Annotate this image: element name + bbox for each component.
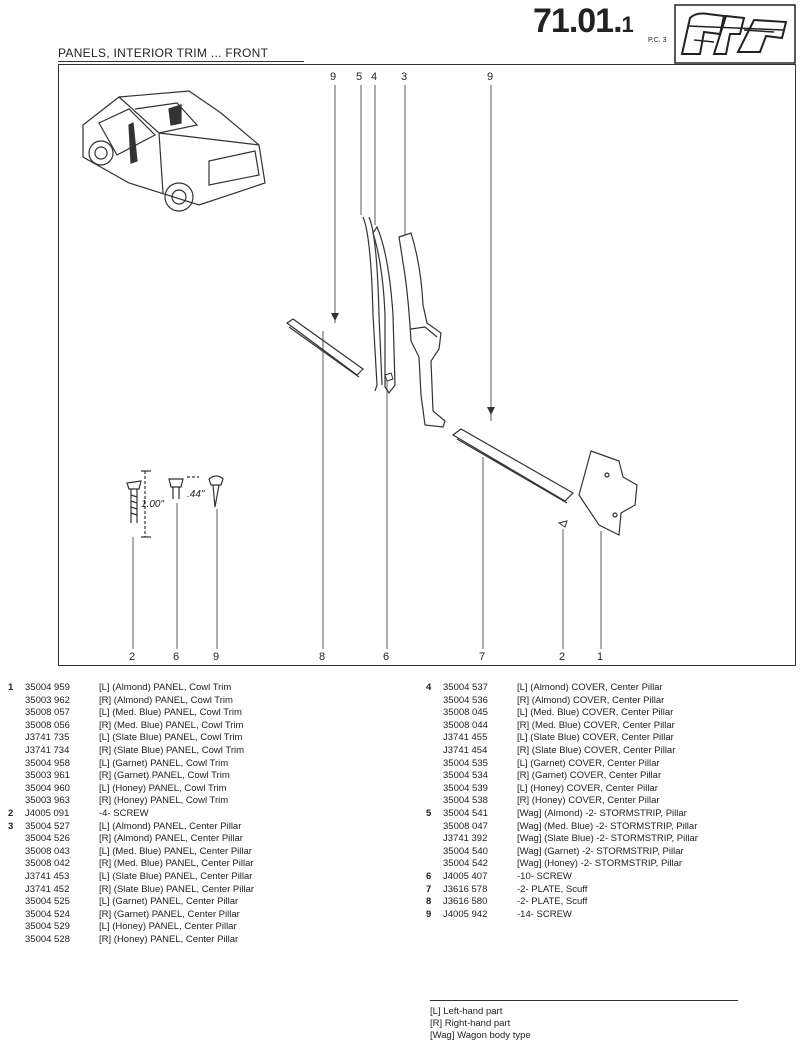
- part-number: 35004 534: [443, 770, 488, 782]
- part-description: [R] (Garnet) COVER, Center Pillar: [517, 770, 662, 782]
- callout-4: 4: [371, 71, 378, 83]
- ref-number: 7: [426, 883, 432, 895]
- part-description: [L] (Garnet) PANEL, Cowl Trim: [99, 757, 229, 769]
- legend: [430, 1006, 531, 1042]
- parts-list-left: [8, 682, 308, 946]
- part-number: 35008 042: [25, 858, 70, 870]
- list-item: [426, 720, 786, 733]
- list-item: [8, 682, 308, 695]
- list-item: [426, 795, 786, 808]
- part-description: [R] (Honey) COVER, Center Pillar: [517, 795, 660, 807]
- part-number: J3741 453: [25, 870, 70, 882]
- part-number: 35004 526: [25, 833, 70, 845]
- list-item: [426, 758, 786, 771]
- title-rule: [58, 61, 304, 62]
- part-number: 35003 963: [25, 795, 70, 807]
- part-number: 35008 047: [443, 820, 488, 832]
- list-item: [426, 808, 786, 821]
- list-item: [8, 921, 308, 934]
- part-description: [L] (Slate Blue) PANEL, Center Pillar: [99, 870, 253, 882]
- part-description: [L] (Almond) PANEL, Center Pillar: [99, 820, 242, 832]
- part-description: [L] (Med. Blue) PANEL, Cowl Trim: [99, 707, 242, 719]
- part-description: -10- SCREW: [517, 870, 572, 882]
- list-item: [8, 909, 308, 922]
- part-description: [Wag] (Almond) -2- STORMSTRIP, Pillar: [517, 807, 687, 819]
- callout-2-left: 2: [129, 651, 136, 663]
- part-number: 35008 057: [25, 707, 70, 719]
- ref-number: 6: [426, 870, 432, 882]
- cowl-trim-panel-1: [579, 451, 637, 535]
- part-description: [R] (Almond) PANEL, Center Pillar: [99, 833, 243, 845]
- part-number: J3616 580: [443, 896, 488, 908]
- part-description: [Wag] (Med. Blue) -2- STORMSTRIP, Pillar: [517, 820, 698, 832]
- part-number: J3741 455: [443, 732, 488, 744]
- part-description: [L] (Slate Blue) COVER, Center Pillar: [517, 732, 674, 744]
- list-item: [426, 896, 786, 909]
- list-item: [426, 846, 786, 859]
- pc-note: P.C. 3: [648, 37, 667, 44]
- list-item: [426, 732, 786, 745]
- dimension-short-label: .44": [187, 489, 205, 500]
- part-number: J3616 578: [443, 883, 488, 895]
- part-number: 35004 537: [443, 682, 488, 693]
- part-number: J4005 407: [443, 870, 488, 882]
- part-description: [R] (Honey) PANEL, Cowl Trim: [99, 795, 229, 807]
- part-number: 35004 542: [443, 858, 488, 870]
- part-description: [R] (Almond) COVER, Center Pillar: [517, 694, 665, 706]
- car-illustration-icon: [83, 91, 265, 211]
- part-number: J4005 091: [25, 807, 70, 819]
- list-item: [8, 707, 308, 720]
- part-number: 35008 045: [443, 707, 488, 719]
- ref-number: 3: [8, 820, 14, 832]
- panel-center-pillar-3: [399, 233, 445, 427]
- part-number: 35003 961: [25, 770, 70, 782]
- part-description: [L] (Honey) PANEL, Cowl Trim: [99, 782, 227, 794]
- part-number: J3741 734: [25, 744, 70, 756]
- callout-3: 3: [401, 71, 408, 83]
- body-section-logo-icon: [674, 4, 796, 64]
- list-item: [8, 720, 308, 733]
- legend-item-right: [R] Right-hand part: [430, 1018, 511, 1029]
- ref-number: 8: [426, 896, 432, 908]
- page-number: [533, 2, 633, 41]
- scuff-plate-7: [453, 429, 573, 503]
- part-description: [Wag] (Slate Blue) -2- STORMSTRIP, Pillar: [517, 833, 698, 845]
- list-item: [8, 833, 308, 846]
- list-item: [8, 821, 308, 834]
- list-item: [8, 846, 308, 859]
- callout-8: 8: [319, 651, 326, 663]
- list-item: [426, 695, 786, 708]
- part-description: -14- SCREW: [517, 908, 572, 920]
- part-number: 35004 536: [443, 694, 488, 706]
- part-description: [L] (Honey) COVER, Center Pillar: [517, 782, 658, 794]
- part-description: [R] (Slate Blue) PANEL, Cowl Trim: [99, 744, 245, 756]
- callout-6-left: 6: [173, 651, 180, 663]
- part-number: 35004 535: [443, 757, 488, 769]
- part-description: [R] (Garnet) PANEL, Cowl Trim: [99, 770, 230, 782]
- list-item: [8, 795, 308, 808]
- part-number: 35004 529: [25, 921, 70, 933]
- list-item: [426, 833, 786, 846]
- part-number: J3741 735: [25, 732, 70, 744]
- page-number-main: 71.01.: [533, 2, 622, 40]
- legend-item-left: [L] Left-hand part: [430, 1006, 503, 1017]
- ref-number: 1: [8, 682, 14, 693]
- part-number: 35004 541: [443, 807, 488, 819]
- callout-9-top-right: 9: [487, 71, 494, 83]
- part-description: [L] (Med. Blue) PANEL, Center Pillar: [99, 845, 252, 857]
- part-number: 35004 960: [25, 782, 70, 794]
- ref-number: 4: [426, 682, 432, 693]
- part-description: -2- PLATE, Scuff: [517, 883, 588, 895]
- list-item: [8, 884, 308, 897]
- list-item: [8, 871, 308, 884]
- list-item: [426, 871, 786, 884]
- part-number: 35008 044: [443, 719, 488, 731]
- parts-list-right: [426, 682, 786, 921]
- callout-5: 5: [356, 71, 363, 83]
- list-item: [426, 745, 786, 758]
- part-number: 35008 056: [25, 719, 70, 731]
- leader-lines: [133, 85, 601, 649]
- part-description: [L] (Slate Blue) PANEL, Cowl Trim: [99, 732, 243, 744]
- part-description: [Wag] (Honey) -2- STORMSTRIP, Pillar: [517, 858, 683, 870]
- part-number: 35004 959: [25, 682, 70, 693]
- part-description: [R] (Med. Blue) PANEL, Center Pillar: [99, 858, 254, 870]
- list-item: [8, 770, 308, 783]
- part-number: 35004 525: [25, 896, 70, 908]
- part-description: [L] (Garnet) COVER, Center Pillar: [517, 757, 660, 769]
- ref-number: 5: [426, 807, 432, 819]
- part-description: [R] (Honey) PANEL, Center Pillar: [99, 933, 239, 945]
- part-description: [R] (Med. Blue) PANEL, Cowl Trim: [99, 719, 244, 731]
- callout-9-top: 9: [330, 71, 337, 83]
- page-number-sub: 1: [621, 12, 633, 37]
- callout-7: 7: [479, 651, 486, 663]
- part-description: [Wag] (Garnet) -2- STORMSTRIP, Pillar: [517, 845, 684, 857]
- page-title: PANELS, INTERIOR TRIM ... FRONT: [58, 46, 269, 60]
- part-description: [L] (Garnet) PANEL, Center Pillar: [99, 896, 239, 908]
- part-description: -4- SCREW: [99, 807, 149, 819]
- ref-number: 9: [426, 908, 432, 920]
- list-item: [8, 758, 308, 771]
- part-number: J3741 392: [443, 833, 488, 845]
- list-item: [426, 707, 786, 720]
- list-item: [8, 896, 308, 909]
- part-number: 35004 524: [25, 908, 70, 920]
- stormstrip-5: [363, 217, 382, 391]
- list-item: [426, 770, 786, 783]
- part-number: 35004 527: [25, 820, 70, 832]
- callout-9-bottom: 9: [213, 651, 220, 663]
- callout-2-right: 2: [559, 651, 566, 663]
- part-number: J3741 454: [443, 744, 488, 756]
- part-number: 35003 962: [25, 694, 70, 706]
- list-item: [426, 909, 786, 922]
- part-description: [R] (Almond) PANEL, Cowl Trim: [99, 694, 233, 706]
- callout-6-right: 6: [383, 651, 390, 663]
- part-number: 35004 958: [25, 757, 70, 769]
- list-item: [8, 745, 308, 758]
- part-description: -2- PLATE, Scuff: [517, 896, 588, 908]
- list-item: [426, 858, 786, 871]
- part-number: 35004 528: [25, 933, 70, 945]
- list-item: [8, 695, 308, 708]
- dimension-long-label: 1.00": [141, 499, 165, 510]
- part-description: [R] (Slate Blue) COVER, Center Pillar: [517, 744, 676, 756]
- part-number: 35008 043: [25, 845, 70, 857]
- list-item: [426, 682, 786, 695]
- list-item: [8, 808, 308, 821]
- scuff-plate-8: [287, 319, 363, 377]
- part-description: [L] (Honey) PANEL, Center Pillar: [99, 921, 237, 933]
- part-description: [L] (Almond) PANEL, Cowl Trim: [99, 682, 232, 693]
- list-item: [426, 821, 786, 834]
- part-number: J3741 452: [25, 883, 70, 895]
- callout-1: 1: [597, 651, 604, 663]
- part-description: [R] (Slate Blue) PANEL, Center Pillar: [99, 883, 255, 895]
- list-item: [426, 884, 786, 897]
- list-item: [8, 858, 308, 871]
- list-item: [8, 934, 308, 947]
- part-description: [R] (Med. Blue) COVER, Center Pillar: [517, 719, 675, 731]
- part-number: 35004 539: [443, 782, 488, 794]
- part-number: 35004 538: [443, 795, 488, 807]
- legend-rule: [430, 1000, 738, 1001]
- ref-number: 2: [8, 807, 14, 819]
- list-item: [8, 783, 308, 796]
- legend-item-wagon: [Wag] Wagon body type: [430, 1030, 531, 1041]
- list-item: [426, 783, 786, 796]
- part-number: 35004 540: [443, 845, 488, 857]
- list-item: [8, 732, 308, 745]
- part-number: J4005 942: [443, 908, 488, 920]
- exploded-diagram: [58, 64, 796, 666]
- part-description: [L] (Almond) COVER, Center Pillar: [517, 682, 663, 693]
- part-description: [R] (Garnet) PANEL, Center Pillar: [99, 908, 240, 920]
- part-description: [L] (Med. Blue) COVER, Center Pillar: [517, 707, 674, 719]
